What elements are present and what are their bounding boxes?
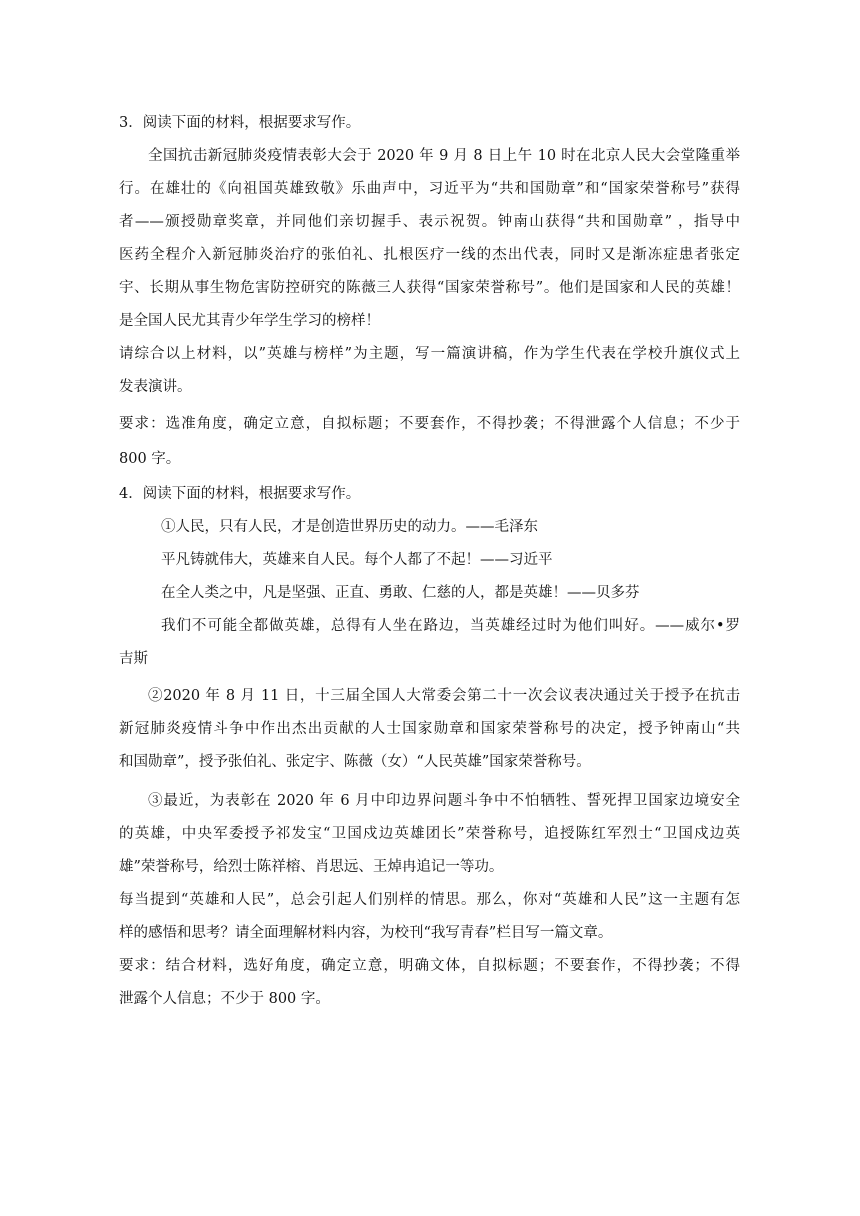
q4-quote: ①人民，只有人民，才是创造世界历史的动力。——毛泽东 [161, 519, 538, 535]
q3-prompt-line: 发表演讲。 [119, 379, 192, 395]
q4-para-line: ③最近，为表彰在 2020 年 6 月中印边界问题斗争中不怕牺牲、誓死捍卫国家边境安全 [148, 793, 740, 809]
q4-para-line: 的英雄，中央军委授予祁发宝“卫国戍边英雄团长”荣誉称号，追授陈红军烈士“卫国戍边英 [119, 826, 740, 842]
q4-para-line: ②2020 年 8 月 11 日，十三届全国人大常委会第二十一次会议表决通过关于授予在抗击 [148, 688, 740, 704]
q4-requirements-line: 泄露个人信息；不少于 800 字。 [119, 991, 330, 1007]
q4-heading: 4．阅读下面的材料，根据要求写作。 [119, 486, 361, 502]
q4-quote: 吉斯 [119, 651, 148, 667]
q4-para-line: 和国勋章”，授予张伯礼、张定宇、陈薇（女）“人民英雄”国家荣誉称号。 [119, 754, 591, 770]
q4-quote: 我们不可能全都做英雄，总得有人坐在路边，当英雄经过时为他们叫好。——威尔•罗 [161, 618, 740, 634]
q4-para-line: 新冠肺炎疫情斗争中作出杰出贡献的人士国家勋章和国家荣誉称号的决定，授予钟南山“共 [119, 721, 740, 737]
q4-para-line: 雄”荣誉称号，给烈士陈祥榕、肖思远、王焯冉追记一等功。 [119, 859, 504, 875]
q3-prompt-line: 请综合以上材料，以”英雄与榜样”为主题，写一篇演讲稿，作为学生代表在学校升旗仪式上 [119, 346, 740, 362]
q4-quote: 在全人类之中，凡是坚强、正直、勇敢、仁慈的人，都是英雄！——贝多芬 [161, 585, 640, 601]
q3-para-line: 者——颁授勋章奖章，并同他们亲切握手、表示祝贺。钟南山获得“共和国勋章” ，指导中 [119, 214, 740, 230]
q4-quote: 平凡铸就伟大，英雄来自人民。每个人都了不起！——习近平 [161, 552, 553, 568]
q3-para-line: 行。在雄壮的《向祖国英雄致敬》乐曲声中，习近平为“共和国勋章”和“国家荣誉称号”获得 [119, 181, 740, 197]
q4-requirements-line: 要求：结合材料，选好角度，确定立意，明确文体，自拟标题；不要套作，不得抄袭；不得 [119, 958, 740, 974]
q3-para-line: 是全国人民尤其青少年学生学习的榜样！ [119, 313, 380, 329]
q4-prompt-line: 每当提到“英雄和人民”，总会引起人们别样的情思。那么，你对“英雄和人民”这一主题有怎 [119, 892, 740, 908]
q3-para-line: 全国抗击新冠肺炎疫情表彰大会于 2020 年 9 月 8 日上午 10 时在北京人民大会堂隆重举 [148, 148, 740, 164]
q3-para-line: 宇、长期从事生物危害防控研究的陈薇三人获得“国家荣誉称号”。他们是国家和人民的英雄！ [119, 280, 740, 296]
q3-requirements-line: 800 字。 [119, 451, 181, 467]
q3-heading: 3．阅读下面的材料，根据要求写作。 [119, 115, 361, 131]
q3-para-line: 医药全程介入新冠肺炎治疗的张伯礼、扎根医疗一线的杰出代表，同时又是渐冻症患者张定 [119, 247, 740, 263]
q4-prompt-line: 样的感悟和思考？请全面理解材料内容，为校刊“我写青春”栏目写一篇文章。 [119, 925, 613, 941]
q3-requirements-line: 要求：选准角度，确定立意，自拟标题；不要套作，不得抄袭；不得泄露个人信息；不少于 [119, 416, 740, 432]
